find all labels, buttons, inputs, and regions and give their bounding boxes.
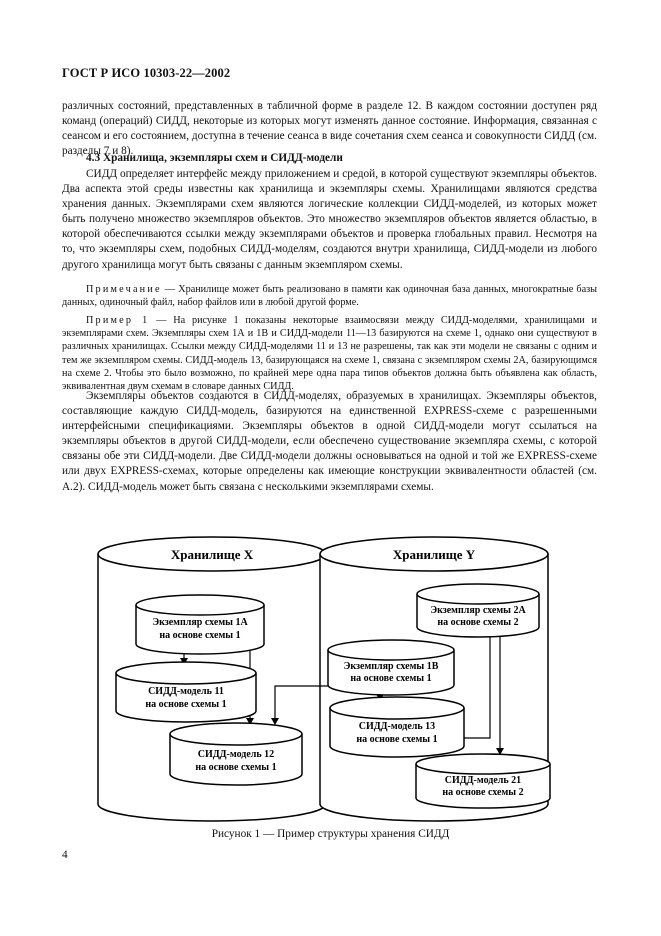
example-label: Пример 1 (86, 315, 150, 326)
paragraph-block-3 (62, 389, 597, 495)
repository-x-label: Хранилище X (170, 547, 254, 562)
model-12-subtitle: на основе схемы 1 (195, 762, 277, 773)
repository-y-label: Хранилище Y (392, 547, 476, 562)
model-13-title: СИДД-модель 13 (358, 721, 436, 732)
model-13-subtitle: на основе схемы 1 (356, 734, 438, 745)
model-13 (330, 697, 464, 757)
paragraph-continuation (62, 99, 597, 159)
model-21-subtitle: на основе схемы 2 (442, 787, 524, 798)
document-header: ГОСТ Р ИСО 10303-22—2002 (62, 66, 231, 80)
model-21 (416, 754, 550, 808)
schema-instance-1a-subtitle: на основе схемы 1 (159, 630, 241, 641)
schema-instance-2a-subtitle: на основе схемы 2 (437, 617, 519, 628)
example-paragraph (62, 314, 597, 393)
model-12 (170, 723, 302, 785)
schema-instance-1a (136, 595, 264, 654)
figure-caption: Рисунок 1 — Пример структуры хранения СИДД (211, 828, 450, 840)
schema-instance-1b-title: Экземпляр схемы 1В (343, 661, 439, 672)
paragraph-block-2 (62, 167, 597, 273)
model-11-title: СИДД-модель 11 (148, 686, 224, 697)
note-text: — Хранилище может быть реализовано в памяти как одиночная база данных, многократные базы данных, одиночный файл, набор файлов или в любой другой форме. (62, 284, 597, 309)
figure-repository-diagram (90, 524, 582, 826)
model-11-subtitle: на основе схемы 1 (145, 699, 227, 710)
section-heading-4-3: 4.3 Хранилища, экземпляры схем и СИДД-модели (86, 152, 343, 164)
paragraph-2: СИДД определяет интерфейс между приложением и средой, в которой существуют экземпляры объектов. Два аспекта этой среды известны как хранилища и экземпляры схемы. Хранилищами являются средства хранения данных. Экземплярами схем являются логические коллекции СИДД-моделей, из которых может быть получено множество экземпляров объектов. Это множество экземпляров объектов является областью, в которой обеспечиваются ссылки между экземплярами объектов и проверка глобальных правил. Несмотря на то, что экземпляры схем, подобных СИДД-моделям, создаются внутри хранилища, СИДД-модели из любого другого хранилища могут быть связаны с данным экземпляром схемы. (62, 168, 597, 271)
paragraph-3: Экземпляры объектов создаются в СИДД-моделях, образуемых в хранилищах. Экземпляры объектов, составляющие каждую СИДД-модель, базируются на единственной EXPRESS-схеме с разрешенными интерфейсными спецификациями. Экземпляры объектов в одной СИДД-модели могут ссылаться на экземпляры объектов в другой СИДД-модели, если обеспечено существование экземпляра схемы, с которой связаны обе эти СИДД-модели. Две СИДД-модели должны основываться на одной и той же EXPRESS-схеме или двух EXPRESS-схемах, которые определены как имеющие конструкции эквивалентности областей (см. А.2). СИДД-модель может быть связана с несколькими экземплярами схемы. (62, 390, 597, 493)
schema-instance-2a (417, 584, 539, 637)
note-paragraph (62, 283, 597, 309)
model-21-title: СИДД-модель 21 (444, 775, 522, 786)
note-block (62, 283, 597, 309)
page-number: 4 (62, 849, 68, 861)
schema-instance-2a-title: Экземпляр схемы 2А (430, 605, 526, 616)
schema-instance-1a-title: Экземпляр схемы 1А (152, 617, 248, 628)
model-11 (116, 662, 256, 722)
note-label: Примечание (86, 284, 162, 295)
diagram-svg (90, 524, 582, 826)
model-12-title: СИДД-модель 12 (197, 749, 275, 760)
example-text: — На рисунке 1 показаны некоторые взаимосвязи между СИДД-моделями, хранилищами и экземплярами схем. Экземпляры схем 1А и 1В и СИДД-модели 11—13 базируются на схеме 1, однако они существуют в различных хранилищах. Ссылки между СИДД-моделями 11 и 13 не разрешены, так как эти модели не связаны с одним и тем же экземпляром схемы. СИДД-модель 13, базирующаяся на схеме 1, связана с экземпляром схемы 2А, базирующимся на схеме 2. Чтобы это было возможно, по крайней мере одна пара типов объектов должна быть объявлена как область, эквивалентная двум схемам в словаре данных СИДД. (62, 315, 597, 393)
example-block (62, 314, 597, 393)
schema-instance-1b-subtitle: на основе схемы 1 (350, 673, 432, 684)
paragraph-1: различных состояний, представленных в табличной форме в разделе 12. В каждом состоянии доступен ряд команд (операций) СИДД, некоторые из которых могут изменять данное состояние. Информация, связанная с сеансом и его состоянием, доступна в течение сеанса в виде сочетания схем сеанса и совокупности СИДД (см. разделы 7 и 8). (62, 100, 597, 158)
schema-instance-1b (328, 640, 454, 695)
